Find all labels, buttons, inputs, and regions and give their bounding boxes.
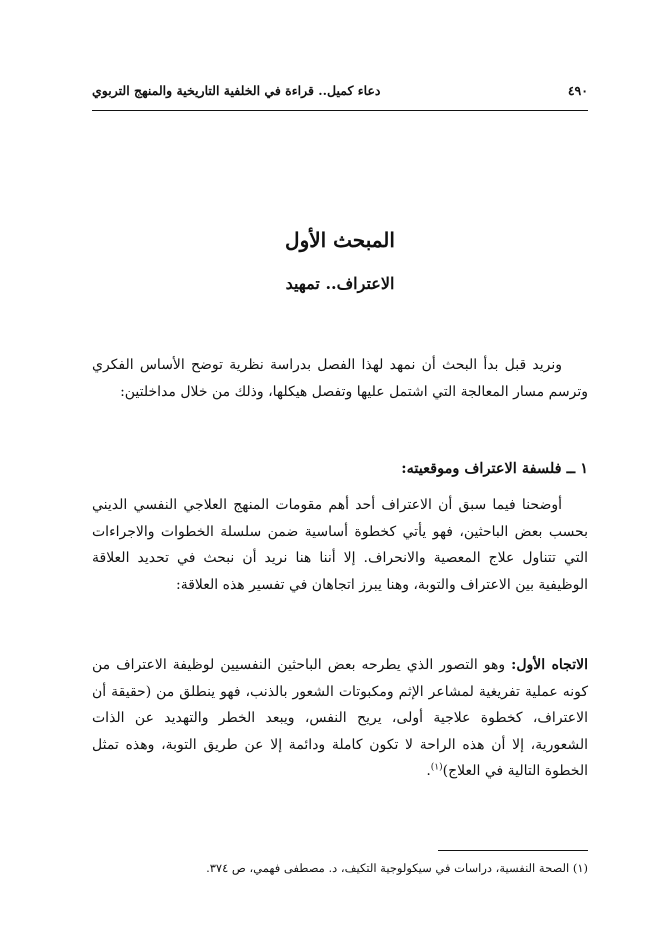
chapter-subtitle: الاعتراف.. تمهيد [285, 274, 395, 293]
direction-lead: الاتجاه الأول: [511, 657, 588, 673]
book-page [92, 70, 588, 900]
section-body [92, 492, 588, 598]
section-paragraph: أوضحنا فيما سبق أن الاعتراف أحد أهم مقومات المنهج العلاجي النفسي الديني بحسب بعض الباحثين، فهو يأتي كخطوة أساسية ضمن سلسلة الخطوات والاجراءات التي تتناول علاج المعصية والانحراف. إلا أننا هنا نريد أن نبحث في تحديد العلاقة الوظيفية بين الاعتراف والتوبة، وهنا يبرز اتجاهان في تفسير هذه العلاقة: [92, 497, 588, 593]
footnote-rule [438, 850, 588, 851]
intro-block [92, 352, 588, 405]
footnote-reference[interactable]: (١) [430, 762, 443, 773]
header-rule [92, 110, 588, 111]
direction-paragraph [92, 652, 588, 785]
direction-block [92, 652, 588, 785]
section-heading: ١ ــ فلسفة الاعتراف وموقعيته: [401, 460, 588, 477]
direction-text: وهو التصور الذي يطرحه بعض الباحثين النفسيين لوظيفة الاعتراف من كونه عملية تفريغية لمشاعر الإثم ومكبوتات الشعور بالذنب، فهو ينطلق من (حقيقة أن الاعتراف، كخطوة علاجية أولى، يريح النفس، ويبعد الخطر والتهديد عن الذات الشعورية، إلا أن هذه الراحة لا تكون كاملة ودائمة إلا عن طريق التوبة، وهذه تمثل الخطوة التالية في العلاج) [92, 657, 588, 779]
running-title: دعاء كميل.. قراءة في الخلفية التاريخية والمنهج التربوي [92, 82, 381, 98]
intro-paragraph: ونريد قبل بدأ البحث أن نمهد لهذا الفصل بدراسة نظرية توضح الأساس الفكري وترسم مسار المعالجة التي اشتمل عليها وتفصل هيكلها، وذلك من خلال مداخلتين: [92, 357, 588, 400]
chapter-title: المبحث الأول [285, 228, 395, 252]
running-header [92, 78, 588, 102]
page-number: ٤٩٠ [567, 82, 588, 98]
direction-end: . [426, 763, 431, 779]
footnote: (١) الصحة النفسية، دراسات في سيكولوجية التكيف، د. مصطفى فهمي، ص ٣٧٤. [206, 861, 588, 875]
